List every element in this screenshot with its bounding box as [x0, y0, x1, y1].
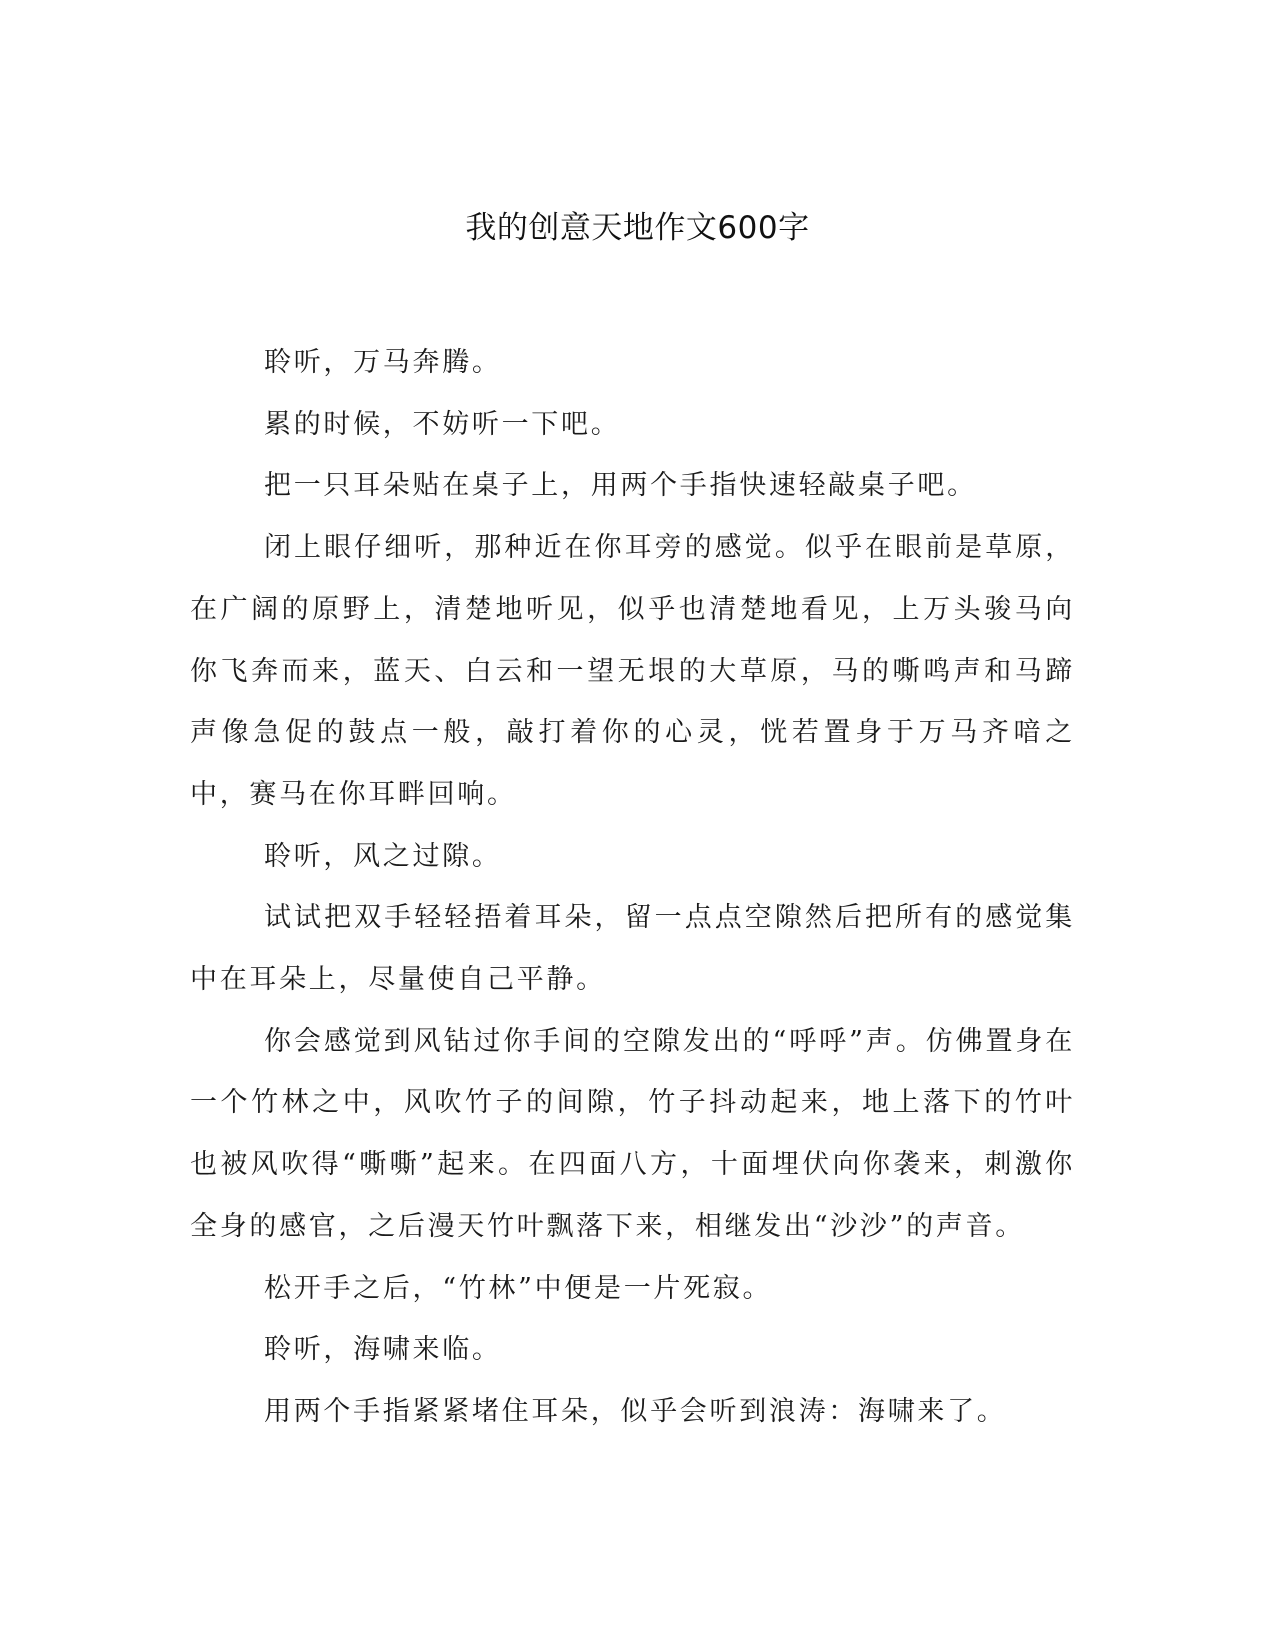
- paragraph: 聆听，万马奔腾。: [264, 347, 502, 378]
- paragraph: 你会感觉到风钻过你手间的空隙发出的“呼呼”声。仿佛置身在一个竹林之中，风吹竹子的间隙，竹子抖动起来，地上落下的竹叶也被风吹得“嘶嘶”起来。在四面八方，十面埋伏向你袭来，刺激你全身的感官，之后漫天竹叶飘落下来，相继发出“沙沙”的声音。: [190, 1025, 1075, 1242]
- paragraph: 把一只耳朵贴在桌子上，用两个手指快速轻敲桌子吧。: [264, 470, 977, 502]
- document-body: [190, 332, 1075, 1443]
- paragraph: 试试把双手轻轻捂着耳朵，留一点点空隙然后把所有的感觉集中在耳朵上，尽量使自己平静。: [190, 902, 1075, 996]
- paragraph: 闭上眼仔细听，那种近在你耳旁的感觉。似乎在眼前是草原，在广阔的原野上，清楚地听见，似乎也清楚地看见，上万头骏马向你飞奔而来，蓝天、白云和一望无垠的大草原，马的嘶鸣声和马蹄声像急促的鼓点一般，敲打着你的心灵，恍若置身于万马齐喑之中，赛马在你耳畔回响。: [190, 532, 1075, 810]
- paragraph: 累的时候，不妨听一下吧。: [264, 408, 621, 440]
- document-title: 我的创意天地作文600字: [465, 210, 810, 246]
- paragraph: 聆听，风之过隙。: [264, 840, 502, 872]
- paragraph: 用两个手指紧紧堵住耳朵，似乎会听到浪涛：海啸来了。: [264, 1395, 1007, 1427]
- paragraph: 松开手之后，“竹林”中便是一片死寂。: [264, 1272, 773, 1304]
- paragraph: 聆听，海啸来临。: [264, 1334, 502, 1366]
